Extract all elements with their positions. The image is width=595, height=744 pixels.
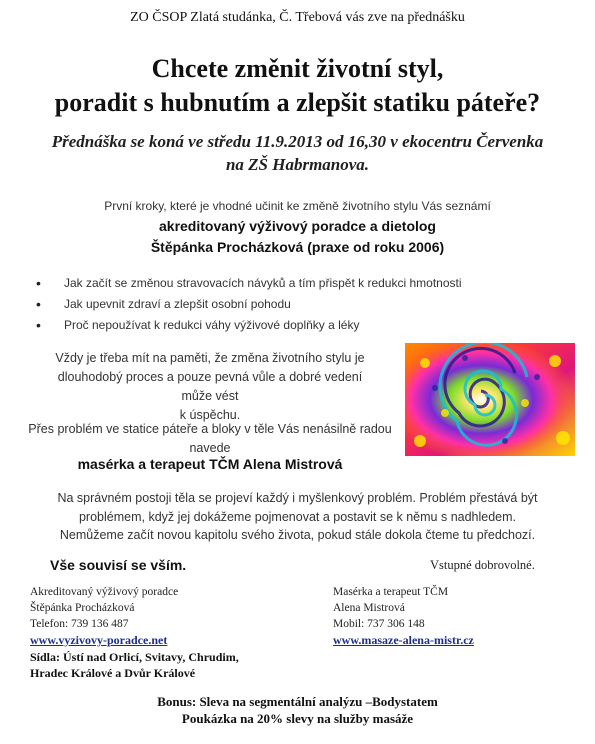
contact-right-name: Alena Mistrová <box>333 602 405 614</box>
spine-paragraph <box>25 420 395 458</box>
intro-text: První kroky, které je vhodné učinit ke změně životního stylu Vás seznámí <box>104 199 491 213</box>
list-item: • Jak začít se změnou stravovacích návyků a tím přispět k redukci hmotnosti <box>30 273 550 294</box>
headline <box>0 52 595 120</box>
remember-line-2: dlouhodobý proces a pouze pevná vůle a dobré vedení může vést <box>57 370 363 403</box>
spine-line-1: Přes problém ve statice páteře a bloky v těle Vás nenásilně radou <box>28 422 392 436</box>
seats-list <box>30 649 290 681</box>
headline-line-2: poradit s hubnutím a zlepšit statiku páteře? <box>54 88 541 117</box>
spine-line-2: navede <box>189 441 231 455</box>
bonus-line-2: Poukázka na 20% slevy na služby masáže <box>181 711 414 726</box>
seats-line-1: Sídla: Ústí nad Orlicí, Svitavy, Chrudim, <box>30 650 239 664</box>
list-item: • Proč nepoužívat k redukci váhy výživové doplňky a léky <box>30 315 550 336</box>
bonus-block <box>0 693 595 727</box>
event-line-1: Přednáška se koná ve středu 11.9.2013 od 16,30 v ekocentru Červenka <box>51 132 544 151</box>
bonus-line-1: Bonus: Sleva na segmentální analýzu –Bodystatem <box>157 694 438 709</box>
entry-fee: Vstupné dobrovolné. <box>430 558 535 572</box>
seats-line-2: Hradec Králové a Dvůr Králové <box>30 666 196 680</box>
speaker-1-role: akreditovaný výživový poradce a dietolog <box>159 218 436 234</box>
remember-line-1: Vždy je třeba mít na paměti, že změna životního stylu je <box>55 351 365 365</box>
problem-line-3: Nemůžeme začít novou kapitolu svého života, pokud stále dokola čteme tu předchozí. <box>59 528 536 542</box>
contact-left-role: Akreditovaný výživový poradce <box>30 586 179 598</box>
everything-connected: Vše souvisí se vším. <box>50 557 187 573</box>
speaker-1 <box>20 216 575 258</box>
event-line-2: na ZŠ Habrmanova. <box>225 155 370 174</box>
contact-right-website-link[interactable]: www.masaze-alena-mistr.cz <box>333 633 474 647</box>
contact-right-role: Masérka a terapeut TČM <box>333 586 449 598</box>
event-details <box>20 130 575 176</box>
contact-left-name: Štěpánka Procházková <box>30 602 135 614</box>
invitation-line: ZO ČSOP Zlatá studánka, Č. Třebová vás zve na přednášku <box>130 10 465 25</box>
speaker-1-name: Štěpánka Procházková (praxe od roku 2006) <box>150 239 445 255</box>
remember-line-3: k úspěchu. <box>179 408 241 422</box>
remember-paragraph <box>45 349 375 425</box>
speaker-2: masérka a terapeut TČM Alena Mistrová <box>77 456 343 472</box>
contact-left-phone: Telefon: 739 136 487 <box>30 618 129 630</box>
problem-line-1: Na správném postoji těla se projeví každý i myšlenkový problém. Problém přestává být <box>57 491 538 505</box>
contact-right-phone: Mobil: 737 306 148 <box>333 618 425 630</box>
contact-left <box>30 584 290 649</box>
topic-list <box>30 273 550 336</box>
contact-left-website-link[interactable]: www.vyzivovy-poradce.net <box>30 633 168 647</box>
headline-line-1: Chcete změnit životní styl, <box>151 54 444 83</box>
list-item: • Jak upevnit zdraví a zlepšit osobní pohodu <box>30 294 550 315</box>
fractal-image <box>405 343 575 456</box>
problem-line-2: problémem, když jej dokážeme pojmenovat a postavit se k němu s nadhledem. <box>78 509 517 524</box>
contact-right <box>333 584 583 649</box>
problem-paragraph <box>20 489 575 545</box>
